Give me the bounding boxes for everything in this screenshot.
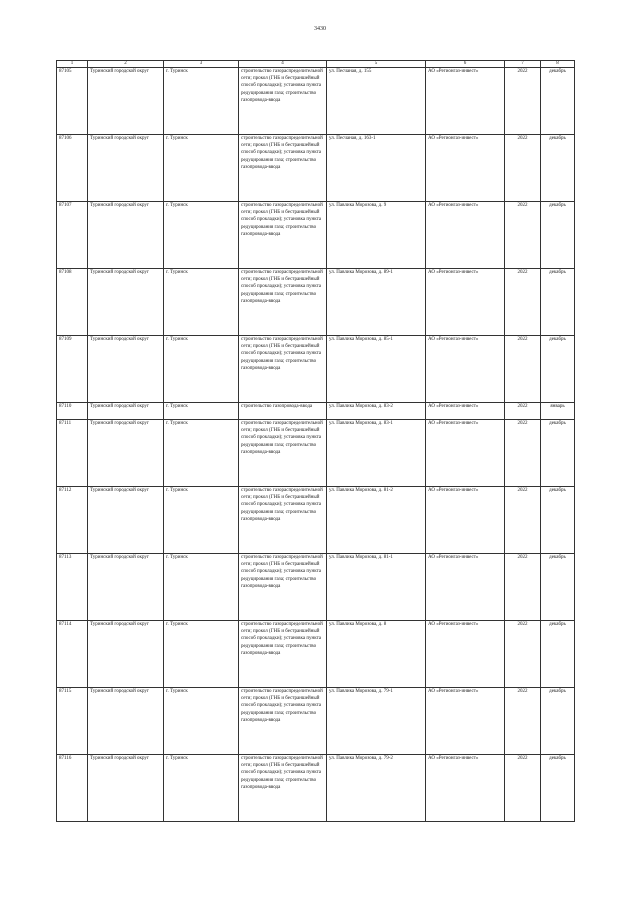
address-cell: ул. Павлика Морозова, д. 79-1 — [327, 688, 426, 755]
locality-cell: г. Туринск — [164, 269, 239, 336]
row-id: 87112 — [57, 487, 88, 554]
organization-cell: АО «Регионгаз-инвест» — [426, 554, 505, 621]
year-cell: 2022 — [505, 403, 541, 420]
row-id: 87111 — [57, 420, 88, 487]
address-cell: ул. Павлика Морозова, д. 81-1 — [327, 554, 426, 621]
district-cell: Туринский городской округ — [88, 68, 164, 135]
month-cell: декабрь — [541, 269, 575, 336]
year-cell: 2022 — [505, 755, 541, 822]
district-cell: Туринский городской округ — [88, 688, 164, 755]
table-row — [57, 554, 575, 621]
month-cell: декабрь — [541, 202, 575, 269]
locality-cell: г. Туринск — [164, 755, 239, 822]
address-cell: ул. Павлика Морозова, д. 81-2 — [327, 487, 426, 554]
column-number-row — [57, 61, 575, 68]
locality-cell: г. Туринск — [164, 554, 239, 621]
year-cell: 2022 — [505, 621, 541, 688]
district-cell: Туринский городской округ — [88, 554, 164, 621]
locality-cell: г. Туринск — [164, 487, 239, 554]
organization-cell: АО «Регионгаз-инвест» — [426, 202, 505, 269]
month-cell: декабрь — [541, 336, 575, 403]
column-number: 6 — [426, 61, 505, 68]
district-cell: Туринский городской округ — [88, 403, 164, 420]
organization-cell: АО «Регионгаз-инвест» — [426, 755, 505, 822]
address-cell: ул. Павлика Морозова, д. 9 — [327, 202, 426, 269]
work-cell: строительство газораспределительной сети; прокол (ГНБ и бестраншейный способ прокладки); установка пункта редуцирования газа; строительство газопровода-ввода — [239, 420, 327, 487]
work-cell: строительство газораспределительной сети; прокол (ГНБ и бестраншейный способ прокладки); установка пункта редуцирования газа; строительство газопровода-ввода — [239, 688, 327, 755]
table-row — [57, 420, 575, 487]
district-cell: Туринский городской округ — [88, 621, 164, 688]
address-cell: ул. Павлика Морозова, д. 83-2 — [327, 403, 426, 420]
row-id: 87106 — [57, 135, 88, 202]
locality-cell: г. Туринск — [164, 688, 239, 755]
table-row — [57, 202, 575, 269]
year-cell: 2022 — [505, 688, 541, 755]
work-cell: строительство газопровода-ввода — [239, 403, 327, 420]
month-cell: декабрь — [541, 554, 575, 621]
locality-cell: г. Туринск — [164, 336, 239, 403]
table-row — [57, 487, 575, 554]
locality-cell: г. Туринск — [164, 420, 239, 487]
column-number: 3 — [164, 61, 239, 68]
address-cell: ул. Павлика Морозова, д. 8 — [327, 621, 426, 688]
work-cell: строительство газораспределительной сети; прокол (ГНБ и бестраншейный способ прокладки); установка пункта редуцирования газа; строительство газопровода-ввода — [239, 202, 327, 269]
row-id: 87108 — [57, 269, 88, 336]
address-cell: ул. Песчаная, д. 155 — [327, 68, 426, 135]
column-number: 2 — [88, 61, 164, 68]
page-number: 3430 — [314, 26, 326, 32]
work-cell: строительство газораспределительной сети; прокол (ГНБ и бестраншейный способ прокладки); установка пункта редуцирования газа; строительство газопровода-ввода — [239, 621, 327, 688]
year-cell: 2022 — [505, 420, 541, 487]
month-cell: декабрь — [541, 487, 575, 554]
organization-cell: АО «Регионгаз-инвест» — [426, 621, 505, 688]
address-cell: ул. Павлика Морозова, д. 83-1 — [327, 420, 426, 487]
row-id: 87116 — [57, 755, 88, 822]
table-row — [57, 269, 575, 336]
table-row — [57, 135, 575, 202]
year-cell: 2022 — [505, 269, 541, 336]
district-cell: Туринский городской округ — [88, 420, 164, 487]
year-cell: 2022 — [505, 135, 541, 202]
locality-cell: г. Туринск — [164, 68, 239, 135]
locality-cell: г. Туринск — [164, 135, 239, 202]
district-cell: Туринский городской округ — [88, 336, 164, 403]
column-number: 4 — [239, 61, 327, 68]
month-cell: декабрь — [541, 135, 575, 202]
column-number: 5 — [327, 61, 426, 68]
column-number: 8 — [541, 61, 575, 68]
organization-cell: АО «Регионгаз-инвест» — [426, 403, 505, 420]
address-cell: ул. Павлика Морозова, д. 85-1 — [327, 336, 426, 403]
district-cell: Туринский городской округ — [88, 135, 164, 202]
table-row — [57, 755, 575, 822]
work-cell: строительство газораспределительной сети; прокол (ГНБ и бестраншейный способ прокладки); установка пункта редуцирования газа; строительство газопровода-ввода — [239, 336, 327, 403]
organization-cell: АО «Регионгаз-инвест» — [426, 135, 505, 202]
table-row — [57, 68, 575, 135]
work-cell: строительство газораспределительной сети; прокол (ГНБ и бестраншейный способ прокладки); установка пункта редуцирования газа; строительство газопровода-ввода — [239, 68, 327, 135]
month-cell: декабрь — [541, 688, 575, 755]
row-id: 87110 — [57, 403, 88, 420]
district-cell: Туринский городской округ — [88, 755, 164, 822]
month-cell: декабрь — [541, 68, 575, 135]
work-cell: строительство газораспределительной сети; прокол (ГНБ и бестраншейный способ прокладки); установка пункта редуцирования газа; строительство газопровода-ввода — [239, 487, 327, 554]
row-id: 87115 — [57, 688, 88, 755]
organization-cell: АО «Регионгаз-инвест» — [426, 68, 505, 135]
district-cell: Туринский городской округ — [88, 487, 164, 554]
column-number: 1 — [57, 61, 88, 68]
table-row — [57, 621, 575, 688]
month-cell: декабрь — [541, 755, 575, 822]
table-row — [57, 688, 575, 755]
locality-cell: г. Туринск — [164, 202, 239, 269]
table-row — [57, 403, 575, 420]
work-cell: строительство газораспределительной сети; прокол (ГНБ и бестраншейный способ прокладки); установка пункта редуцирования газа; строительство газопровода-ввода — [239, 135, 327, 202]
month-cell: январь — [541, 403, 575, 420]
table-row — [57, 336, 575, 403]
row-id: 87107 — [57, 202, 88, 269]
work-cell: строительство газораспределительной сети; прокол (ГНБ и бестраншейный способ прокладки); установка пункта редуцирования газа; строительство газопровода-ввода — [239, 554, 327, 621]
row-id: 87114 — [57, 621, 88, 688]
locality-cell: г. Туринск — [164, 621, 239, 688]
work-cell: строительство газораспределительной сети; прокол (ГНБ и бестраншейный способ прокладки); установка пункта редуцирования газа; строительство газопровода-ввода — [239, 269, 327, 336]
district-cell: Туринский городской округ — [88, 269, 164, 336]
organization-cell: АО «Регионгаз-инвест» — [426, 269, 505, 336]
district-cell: Туринский городской округ — [88, 202, 164, 269]
locality-cell: г. Туринск — [164, 403, 239, 420]
address-cell: ул. Павлика Морозова, д. 79-2 — [327, 755, 426, 822]
year-cell: 2022 — [505, 68, 541, 135]
organization-cell: АО «Регионгаз-инвест» — [426, 688, 505, 755]
work-cell: строительство газораспределительной сети; прокол (ГНБ и бестраншейный способ прокладки); установка пункта редуцирования газа; строительство газопровода-ввода — [239, 755, 327, 822]
organization-cell: АО «Регионгаз-инвест» — [426, 336, 505, 403]
year-cell: 2022 — [505, 487, 541, 554]
gasification-table — [56, 60, 575, 822]
address-cell: ул. Павлика Морозова, д. 89-1 — [327, 269, 426, 336]
row-id: 87105 — [57, 68, 88, 135]
row-id: 87109 — [57, 336, 88, 403]
month-cell: декабрь — [541, 621, 575, 688]
month-cell: декабрь — [541, 420, 575, 487]
address-cell: ул. Песчаная, д. 163-1 — [327, 135, 426, 202]
year-cell: 2022 — [505, 336, 541, 403]
year-cell: 2022 — [505, 202, 541, 269]
column-number: 7 — [505, 61, 541, 68]
organization-cell: АО «Регионгаз-инвест» — [426, 420, 505, 487]
year-cell: 2022 — [505, 554, 541, 621]
organization-cell: АО «Регионгаз-инвест» — [426, 487, 505, 554]
row-id: 87113 — [57, 554, 88, 621]
